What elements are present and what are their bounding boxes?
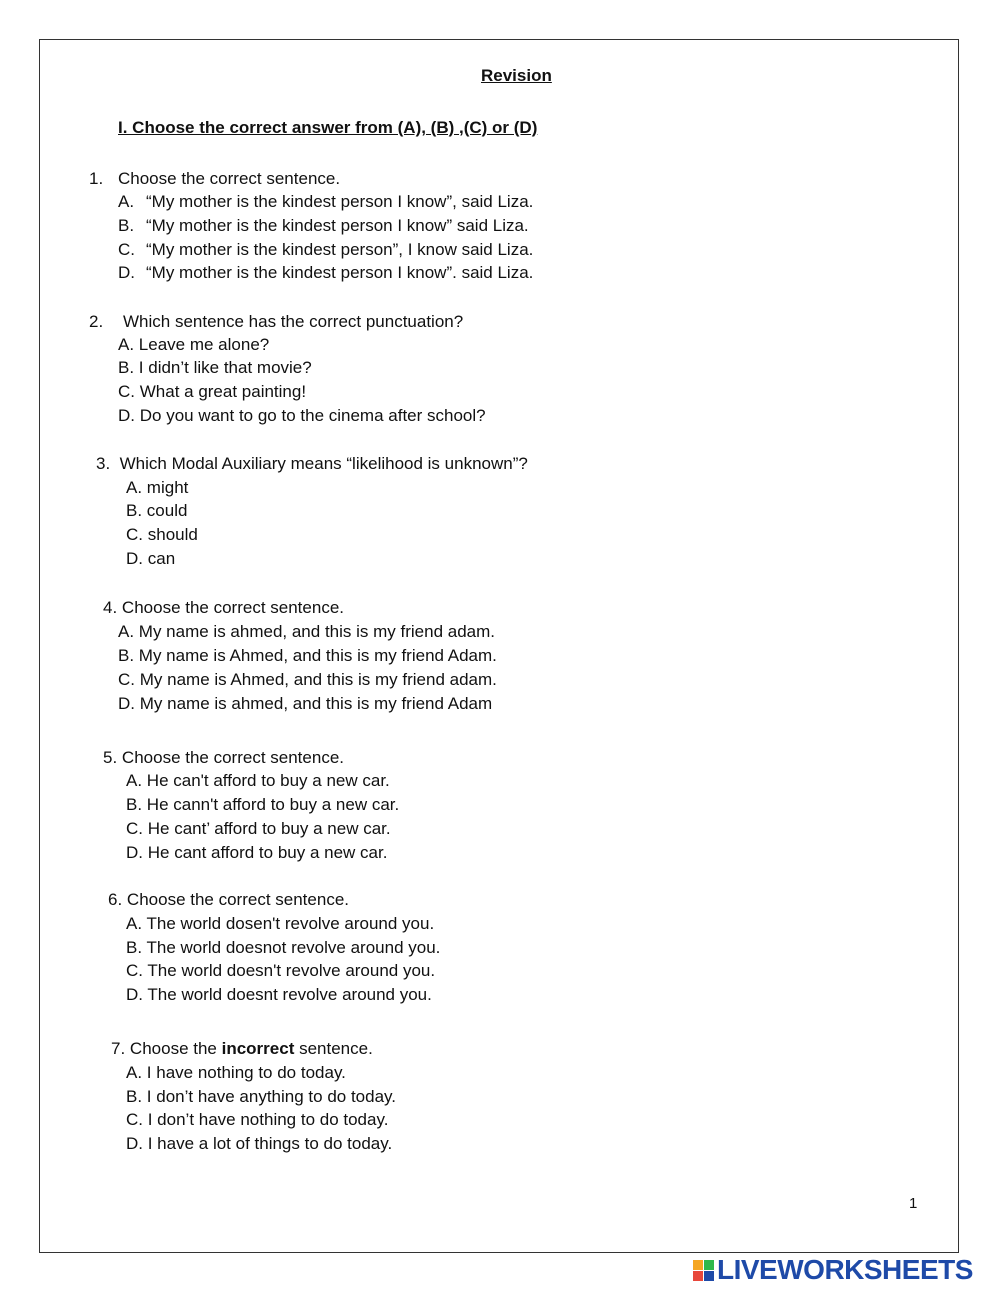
question-prompt-after: sentence.	[294, 1039, 373, 1058]
question-1-option-a: “My mother is the kindest person I know”, said Liza.	[146, 192, 534, 211]
option-letter: B.	[126, 1087, 143, 1106]
option-text: The world doesn't revolve around you.	[147, 961, 436, 980]
option-text: The world dosen't revolve around you.	[146, 914, 435, 933]
question-2-option-a	[118, 335, 269, 355]
question-1-option-d-letter: D.	[118, 263, 135, 282]
option-letter: C.	[118, 670, 135, 689]
question-1-option-a-letter: A.	[118, 192, 135, 211]
option-letter: A.	[126, 914, 143, 933]
option-letter: A.	[126, 1063, 143, 1082]
question-6	[108, 890, 349, 910]
option-letter: A.	[118, 622, 135, 641]
question-4-option-a	[118, 622, 495, 642]
logo-block	[704, 1271, 714, 1281]
logo-block	[704, 1260, 714, 1270]
option-text: might	[146, 478, 189, 497]
question-number: 6.	[108, 890, 123, 909]
question-2-prompt: Which sentence has the correct punctuation?	[123, 312, 464, 331]
option-text: He can't afford to buy a new car.	[146, 771, 390, 790]
question-6-option-b	[126, 938, 440, 958]
option-text: The world doesnt revolve around you.	[147, 985, 432, 1004]
question-1-prompt: Choose the correct sentence.	[118, 169, 341, 188]
question-3-option-a	[126, 478, 188, 498]
question-1-option-c-letter: C.	[118, 240, 135, 259]
question-6-option-a	[126, 914, 434, 934]
question-1-option-b: “My mother is the kindest person I know” said Liza.	[146, 216, 529, 235]
option-text: What a great painting!	[139, 382, 307, 401]
question-prompt: Choose the correct sentence.	[121, 598, 344, 617]
option-text: The world doesnot revolve around you.	[146, 938, 441, 957]
question-3-option-c	[126, 525, 198, 545]
option-letter: C.	[126, 1110, 143, 1129]
question-1-number: 1.	[89, 169, 104, 188]
question-3	[96, 454, 528, 474]
option-text: I don’t have anything to do today.	[146, 1087, 396, 1106]
question-2-option-d	[118, 406, 486, 426]
question-1-option-d: “My mother is the kindest person I know”. said Liza.	[146, 263, 534, 282]
option-text: I don’t have nothing to do today.	[147, 1110, 389, 1129]
section-instruction: I. Choose the correct answer from (A), (B) ,(C) or (D)	[118, 118, 538, 137]
option-letter: C.	[126, 819, 143, 838]
question-5-option-d	[126, 843, 387, 863]
option-letter: B.	[126, 938, 143, 957]
option-letter: B.	[126, 795, 143, 814]
question-7	[111, 1039, 373, 1059]
question-3-option-b	[126, 501, 187, 521]
option-letter: A.	[126, 478, 143, 497]
option-letter: D.	[126, 1134, 143, 1153]
question-3-option-d	[126, 549, 175, 569]
option-letter: C.	[126, 961, 143, 980]
option-text: He cann't afford to buy a new car.	[146, 795, 400, 814]
question-5	[103, 748, 344, 768]
question-prompt-emphasis: incorrect	[221, 1039, 295, 1058]
option-text: My name is ahmed, and this is my friend Adam	[139, 694, 493, 713]
question-prompt: Choose the correct sentence.	[121, 748, 344, 767]
question-4	[103, 598, 344, 618]
option-text: should	[147, 525, 198, 544]
logo-text: LIVEWORKSHEETS	[717, 1254, 973, 1285]
option-letter: D.	[126, 985, 143, 1004]
question-7-option-d	[126, 1134, 392, 1154]
option-letter: B.	[118, 646, 135, 665]
question-5-option-a	[126, 771, 390, 791]
option-text: I didn’t like that movie?	[138, 358, 312, 377]
option-letter: D.	[126, 549, 143, 568]
question-2-option-c	[118, 382, 306, 402]
question-number: 3.	[96, 454, 111, 473]
option-letter: B.	[126, 501, 143, 520]
question-number: 5.	[103, 748, 118, 767]
option-letter: A.	[118, 335, 135, 354]
question-number: 7.	[111, 1039, 126, 1058]
question-2-number: 2.	[89, 312, 104, 331]
option-letter: B.	[118, 358, 135, 377]
question-6-option-d	[126, 985, 432, 1005]
page-number: 1	[909, 1195, 918, 1212]
question-number: 4.	[103, 598, 118, 617]
option-letter: D.	[118, 406, 135, 425]
question-6-option-c	[126, 961, 435, 981]
option-letter: C.	[126, 525, 143, 544]
liveworksheets-logo	[693, 1255, 973, 1285]
logo-block	[693, 1260, 703, 1270]
question-7-option-c	[126, 1110, 388, 1130]
question-7-option-a	[126, 1063, 346, 1083]
option-letter: D.	[126, 843, 143, 862]
question-2-option-b	[118, 358, 312, 378]
option-text: My name is Ahmed, and this is my friend Adam.	[138, 646, 497, 665]
option-text: He cant’ afford to buy a new car.	[147, 819, 391, 838]
option-text: Leave me alone?	[138, 335, 270, 354]
question-4-option-c	[118, 670, 497, 690]
option-text: can	[147, 549, 176, 568]
question-4-option-b	[118, 646, 497, 666]
question-1-option-b-letter: B.	[118, 216, 135, 235]
logo-block	[693, 1271, 703, 1281]
question-4-option-d	[118, 694, 492, 714]
logo-blocks-icon	[693, 1260, 714, 1281]
question-prompt: Choose the correct sentence.	[126, 890, 349, 909]
page-title: Revision	[481, 66, 552, 85]
question-prompt-before: Choose the	[129, 1039, 222, 1058]
option-text: Do you want to go to the cinema after school?	[139, 406, 486, 425]
question-7-option-b	[126, 1087, 396, 1107]
option-letter: A.	[126, 771, 143, 790]
option-letter: D.	[118, 694, 135, 713]
question-prompt: Which Modal Auxiliary means “likelihood is unknown”?	[119, 454, 528, 473]
option-text: I have a lot of things to do today.	[147, 1134, 393, 1153]
option-text: My name is Ahmed, and this is my friend adam.	[139, 670, 497, 689]
question-5-option-b	[126, 795, 399, 815]
option-text: I have nothing to do today.	[146, 1063, 346, 1082]
option-text: He cant afford to buy a new car.	[147, 843, 388, 862]
question-1-option-c: “My mother is the kindest person”, I know said Liza.	[146, 240, 534, 259]
option-text: My name is ahmed, and this is my friend adam.	[138, 622, 495, 641]
option-letter: C.	[118, 382, 135, 401]
option-text: could	[146, 501, 188, 520]
question-5-option-c	[126, 819, 391, 839]
